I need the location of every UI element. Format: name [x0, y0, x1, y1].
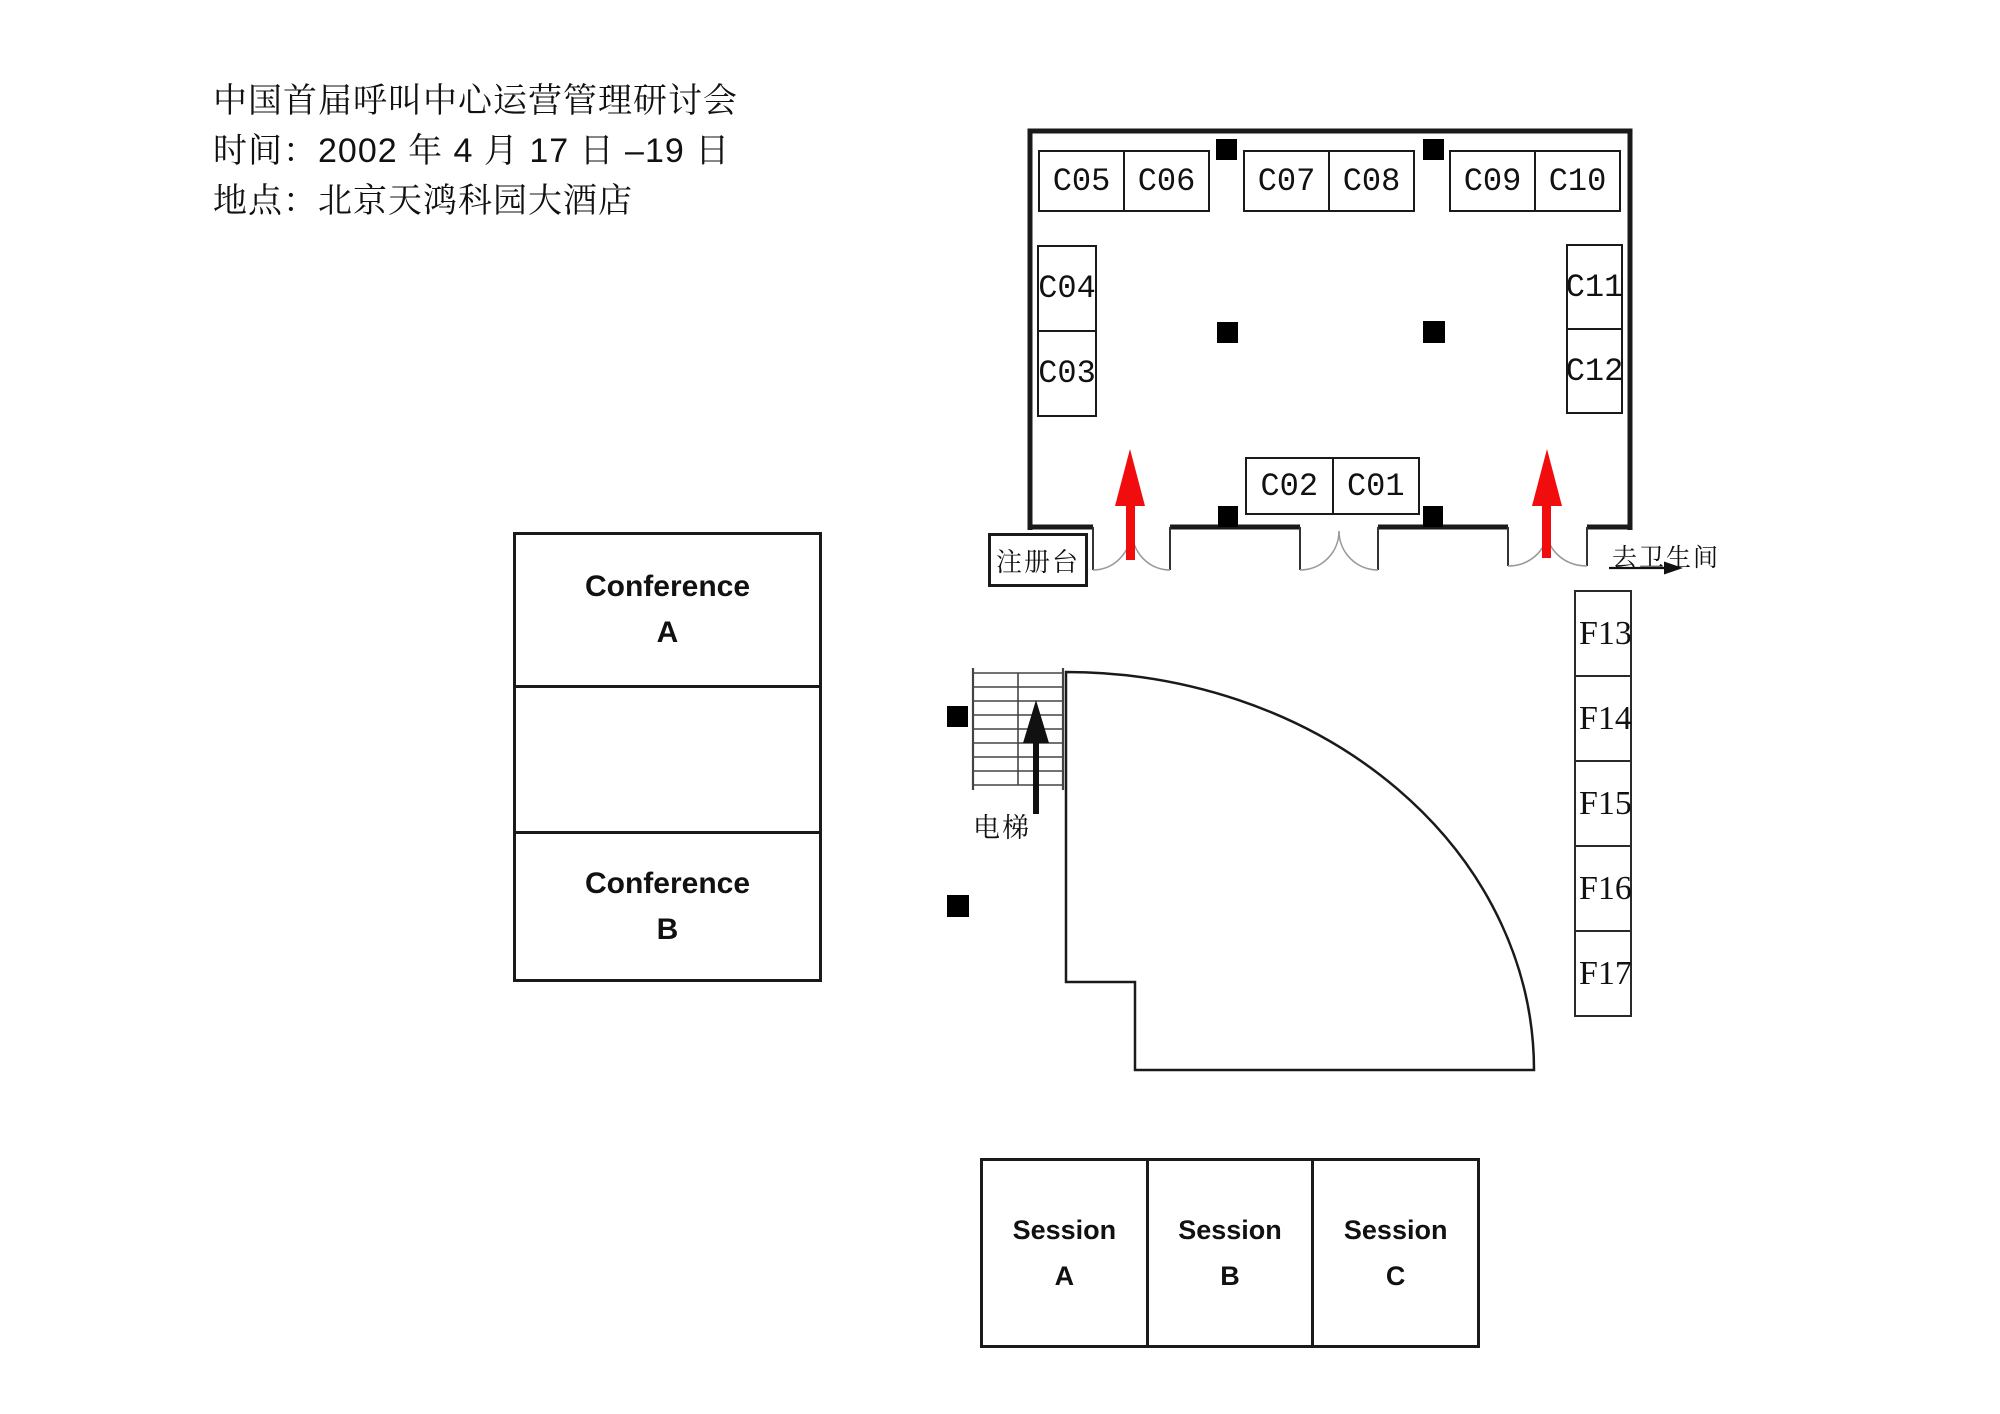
booth-group-c07-c08: [1243, 150, 1415, 212]
booth-group-c02-c01: [1245, 457, 1420, 515]
lobby-curved-wall: [1066, 672, 1534, 1070]
door-jambs: [1093, 527, 1587, 570]
session-c-label: Session: [1343, 1215, 1448, 1245]
pillar: [1423, 139, 1444, 160]
conference-b-letter: B: [656, 912, 679, 946]
booth-c01: C01: [1332, 459, 1419, 513]
booth-group-c09-c10: [1449, 150, 1621, 212]
pillar: [947, 895, 969, 917]
booth-c02: C02: [1260, 467, 1319, 505]
pillar: [1218, 506, 1238, 527]
booth-c04: C04: [1038, 270, 1096, 307]
elevator-label: 电梯: [973, 813, 1031, 843]
booth-f14: F14: [1576, 675, 1630, 760]
conference-b-room: [516, 831, 819, 979]
session-a-label: Session: [1012, 1215, 1117, 1245]
event-venue: 地点：北京天鸿科园大酒店: [213, 182, 633, 220]
booth-f17: F17: [1576, 930, 1630, 1015]
pillar: [947, 706, 968, 727]
booth-f16: F16: [1576, 845, 1630, 930]
booth-group-c11-c12: [1566, 244, 1623, 414]
red-entrance-arrow-left: [1115, 449, 1145, 560]
event-date: 时间：2002 年 4 月 17 日 –19 日: [213, 132, 731, 170]
session-a-room: [983, 1161, 1146, 1345]
session-c-room: [1311, 1161, 1477, 1345]
session-c-letter: C: [1385, 1261, 1406, 1291]
session-b-room: [1146, 1161, 1312, 1345]
red-entrance-arrow-right: [1532, 449, 1562, 558]
conference-middle-room: [516, 685, 819, 831]
registration-desk: 注册台: [988, 533, 1088, 587]
session-a-letter: A: [1054, 1261, 1075, 1291]
stairs: [973, 668, 1063, 790]
pillar: [1423, 506, 1443, 527]
booth-c05: C05: [1052, 162, 1111, 200]
booth-c11: C11: [1565, 268, 1624, 306]
booth-c08: C08: [1328, 152, 1413, 210]
booth-c06: C06: [1123, 152, 1208, 210]
session-b-letter: B: [1220, 1261, 1240, 1291]
session-b-label: Session: [1178, 1215, 1282, 1245]
conference-a-letter: A: [656, 616, 679, 649]
session-rooms-block: [980, 1158, 1480, 1348]
conference-b-label: Conference: [584, 866, 751, 900]
booth-f13: F13: [1579, 614, 1632, 652]
conference-a-label: Conference: [584, 570, 751, 603]
booth-group-c05-c06: [1038, 150, 1210, 212]
booth-group-c04-c03: [1037, 245, 1097, 417]
pillar: [1217, 322, 1238, 343]
booth-group-f13-f17: [1574, 590, 1632, 1017]
event-header: [213, 76, 773, 226]
conference-rooms-block: [513, 532, 822, 982]
booth-c09: C09: [1463, 162, 1522, 200]
pillar: [1216, 139, 1237, 160]
event-title: 中国首届呼叫中心运营管理研讨会: [213, 82, 738, 120]
entrance-doors: [1093, 527, 1587, 570]
restroom-sign: 去卫生间: [1612, 544, 1721, 572]
booth-f15: F15: [1576, 760, 1630, 845]
booth-c10: C10: [1534, 152, 1619, 210]
booth-c12: C12: [1568, 328, 1621, 412]
conference-a-room: [516, 535, 819, 685]
pillar: [1423, 321, 1445, 343]
booth-c03: C03: [1039, 330, 1095, 415]
booth-c07: C07: [1257, 162, 1316, 200]
door-swing-arcs: [1093, 531, 1587, 570]
